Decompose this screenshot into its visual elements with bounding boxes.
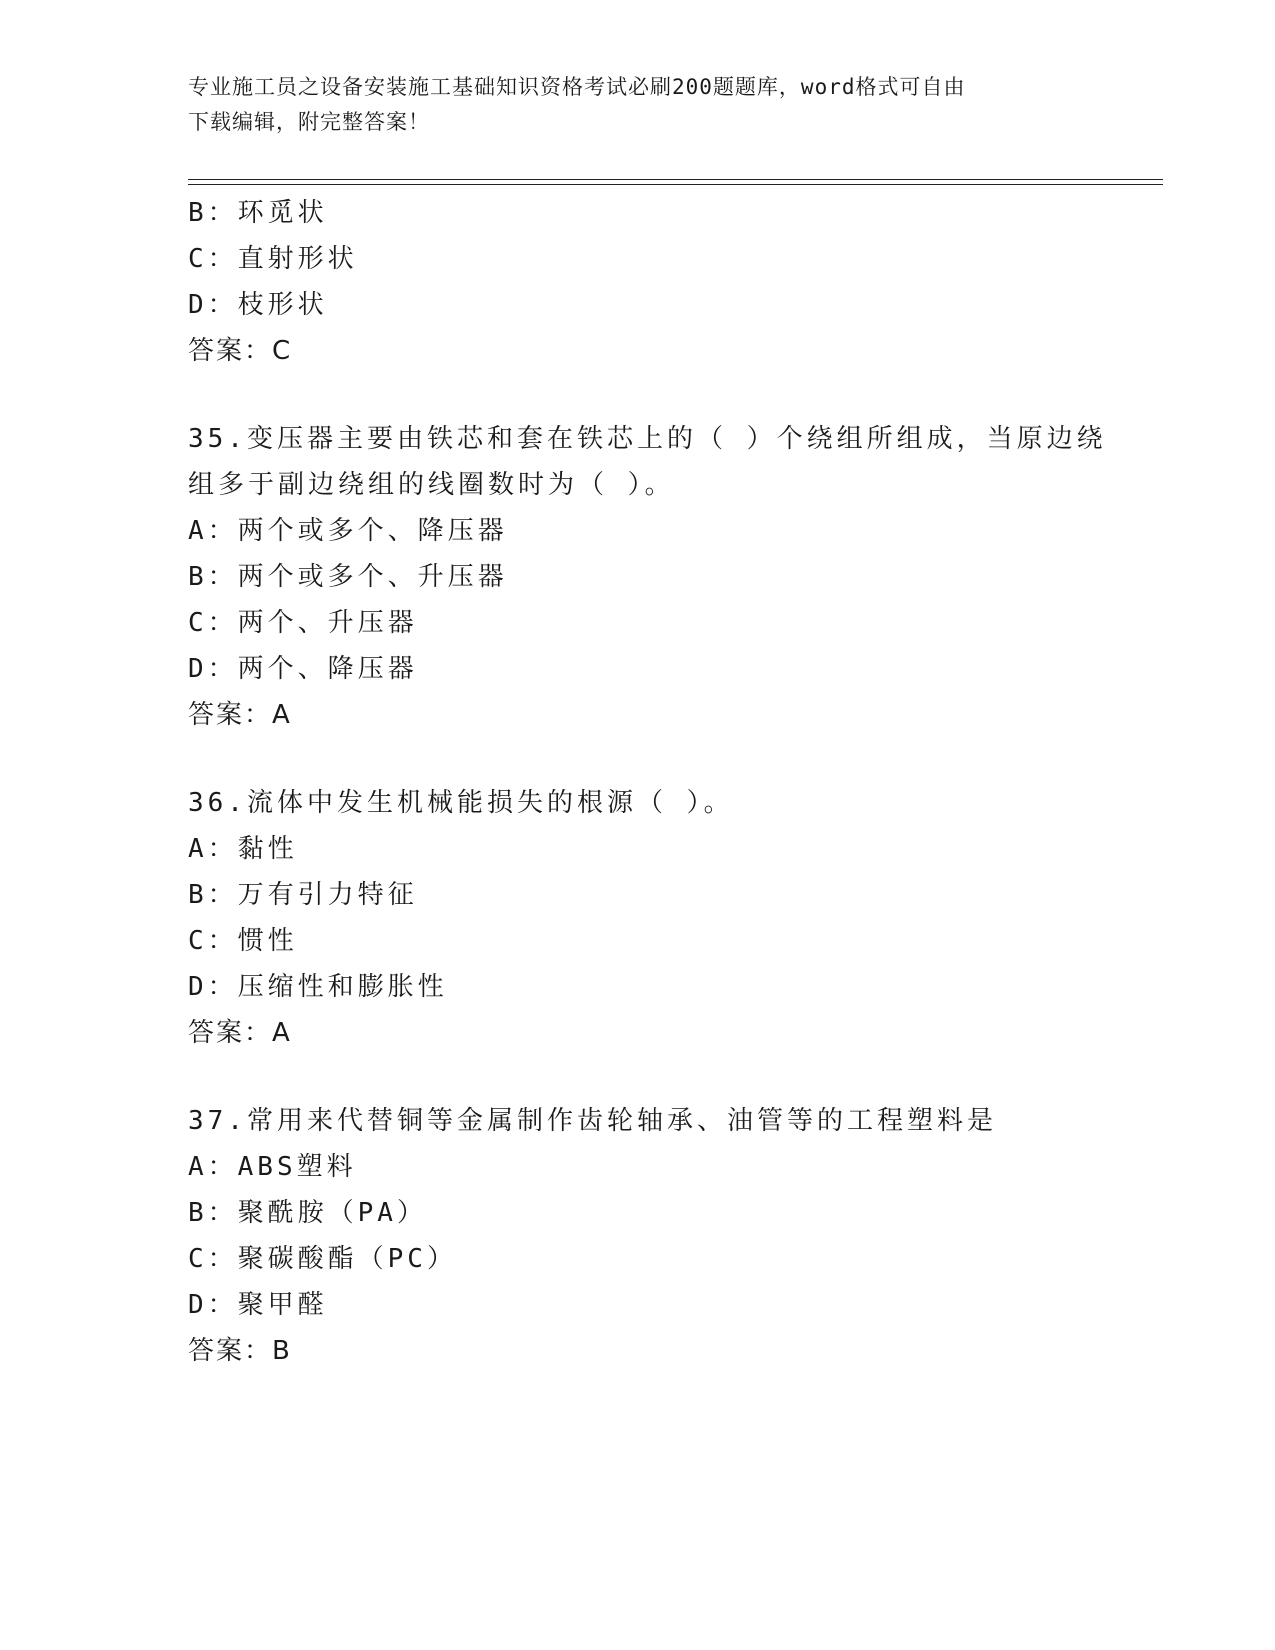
prev-question-block [188, 190, 1088, 374]
question-stem-line: 35.变压器主要由铁芯和套在铁芯上的（ ）个绕组所组成，当原边绕 [188, 424, 1107, 454]
option-c: C：两个、升压器 [188, 608, 418, 638]
option-b: B：两个或多个、升压器 [188, 562, 508, 592]
header-rule-bottom [188, 184, 1163, 185]
option-d: D：枝形状 [188, 290, 328, 320]
option-b: B：聚酰胺（PA） [188, 1198, 427, 1228]
option-a: A：黏性 [188, 834, 298, 864]
answer-line: 答案：A [188, 700, 292, 730]
document-header [188, 70, 1088, 140]
question-stem-line: 37.常用来代替铜等金属制作齿轮轴承、油管等的工程塑料是 [188, 1106, 997, 1136]
question-37 [188, 1098, 1088, 1374]
answer-line: 答案：A [188, 1018, 292, 1048]
question-stem-line: 36.流体中发生机械能损失的根源（ ）。 [188, 788, 734, 818]
answer-line: 答案：C [188, 336, 293, 366]
option-d: D：聚甲醛 [188, 1290, 328, 1320]
answer-line: 答案：B [188, 1336, 292, 1366]
header-rule-top [188, 179, 1163, 180]
question-35 [188, 416, 1107, 738]
option-d: D：压缩性和膨胀性 [188, 972, 448, 1002]
header-line-1: 专业施工员之设备安装施工基础知识资格考试必刷200题题库，word格式可自由 [188, 75, 966, 99]
option-b: B：万有引力特征 [188, 880, 418, 910]
option-c: C：惯性 [188, 926, 298, 956]
option-c: C：聚碳酸酯（PC） [188, 1244, 457, 1274]
question-stem-line: 组多于副边绕组的线圈数时为（ ）。 [188, 470, 675, 500]
option-a: A：两个或多个、降压器 [188, 516, 508, 546]
question-list [188, 190, 1107, 1374]
option-a: A：ABS塑料 [188, 1152, 357, 1182]
option-d: D：两个、降压器 [188, 654, 418, 684]
option-c: C：直射形状 [188, 244, 358, 274]
option-b: B：环觅状 [188, 198, 328, 228]
question-36 [188, 780, 1088, 1056]
header-line-2: 下载编辑，附完整答案！ [188, 110, 430, 134]
